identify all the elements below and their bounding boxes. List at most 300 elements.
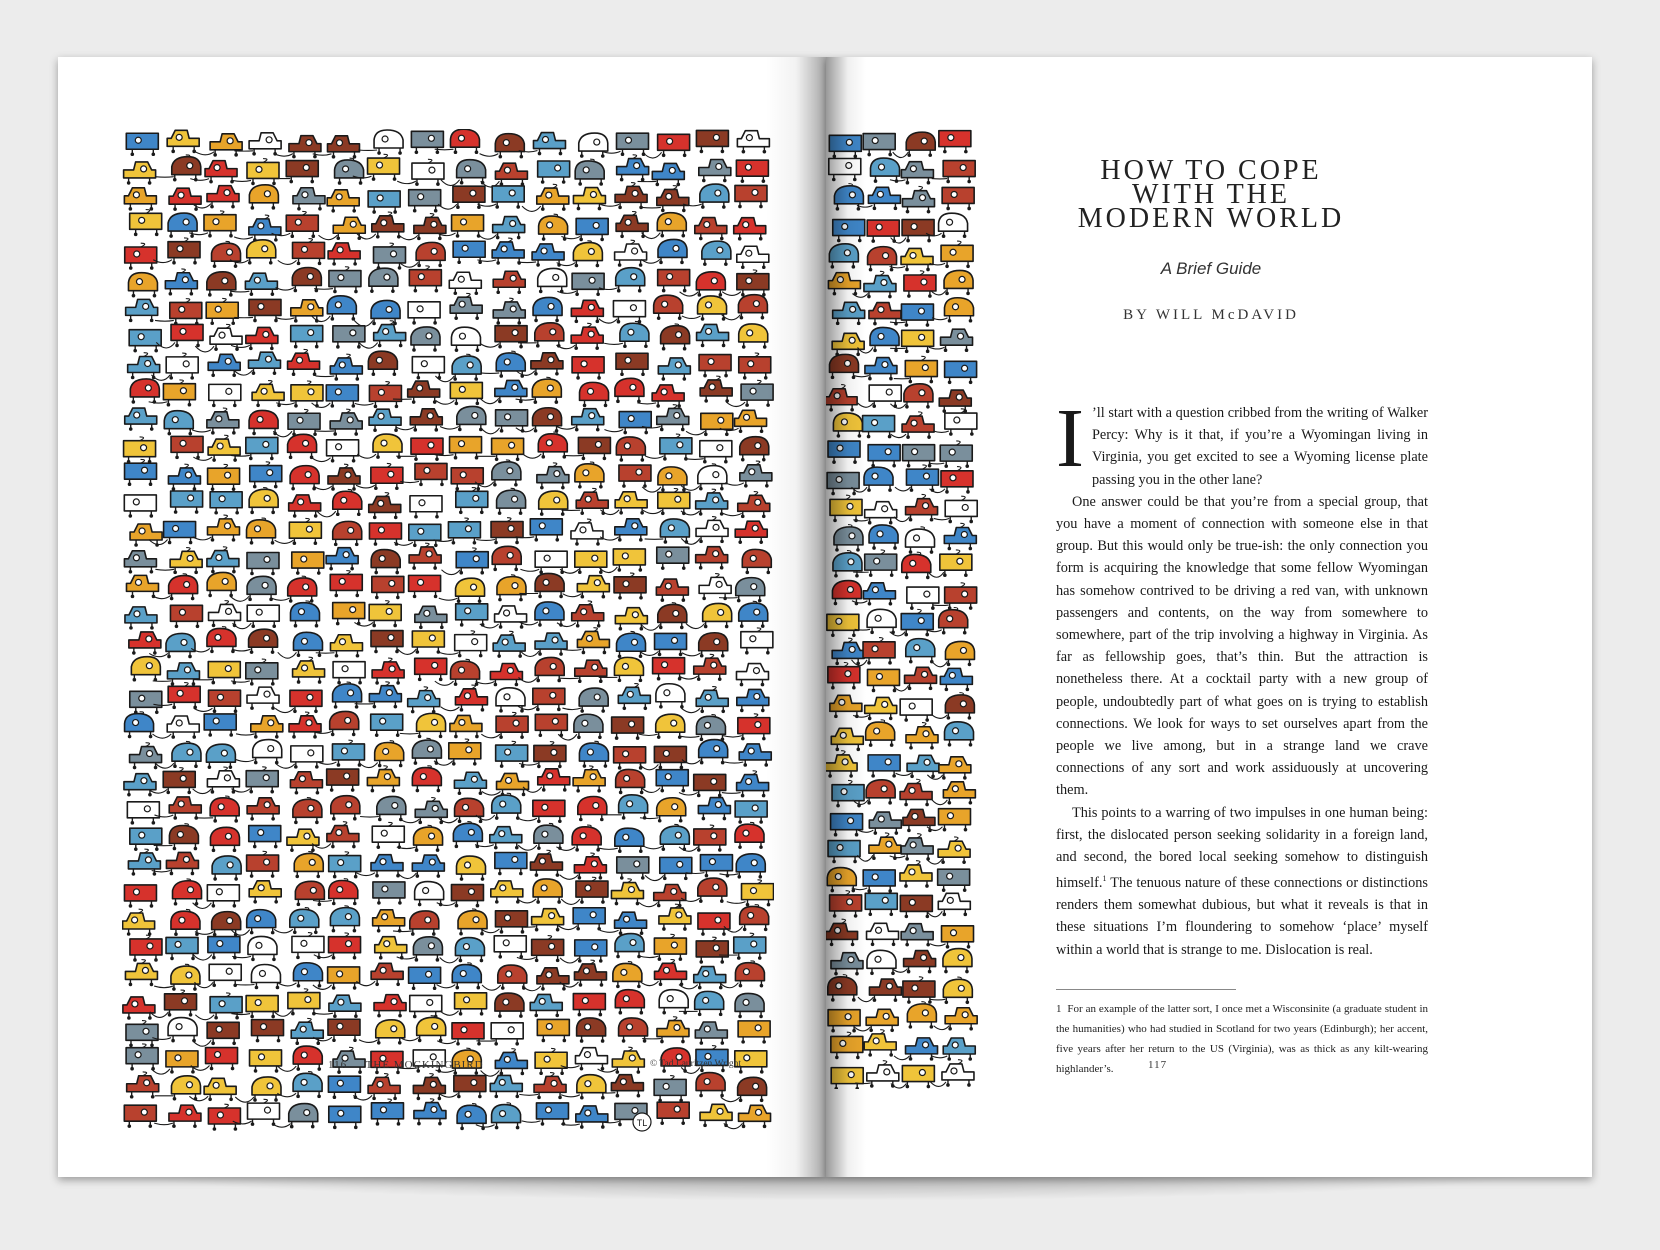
car-doodle	[572, 409, 604, 432]
car-doodle	[698, 913, 730, 936]
car-doodle	[538, 161, 570, 184]
car-doodle	[906, 529, 935, 554]
car-doodle	[537, 188, 569, 211]
car-doodle	[374, 995, 406, 1018]
car-doodle	[945, 1008, 977, 1031]
car-doodle	[171, 966, 200, 991]
car-doodle	[249, 299, 281, 322]
car-doodle	[374, 130, 403, 155]
car-doodle	[169, 1105, 201, 1128]
car-doodle	[945, 722, 974, 747]
car-doodle	[128, 853, 160, 876]
car-doodle	[330, 358, 362, 381]
car-doodle	[374, 325, 406, 348]
car-doodle	[902, 330, 934, 353]
car-doodle	[903, 445, 935, 468]
car-doodle	[613, 963, 642, 988]
car-doodle	[533, 879, 562, 904]
car-doodle	[497, 773, 529, 796]
car-doodle	[615, 244, 647, 267]
car-doodle	[208, 354, 240, 377]
car-doodle	[129, 330, 161, 353]
car-doodle	[491, 881, 523, 904]
car-doodle	[495, 134, 524, 159]
car-doodle	[291, 1022, 323, 1045]
car-doodle	[375, 742, 404, 767]
car-doodle	[865, 893, 897, 916]
car-doodle	[410, 911, 439, 936]
car-doodle	[655, 963, 687, 986]
car-doodle	[293, 1073, 322, 1098]
car-doodle	[866, 780, 895, 805]
car-doodle	[168, 242, 200, 265]
car-doodle	[939, 610, 968, 635]
car-doodle	[939, 131, 971, 154]
car-doodle	[532, 939, 564, 962]
car-doodle	[249, 219, 281, 242]
car-doodle	[699, 355, 731, 378]
car-doodle	[658, 492, 690, 515]
car-doodle	[616, 769, 645, 794]
car-doodle	[169, 188, 201, 211]
car-doodle	[329, 1106, 361, 1129]
signature-initials: TL	[636, 1118, 648, 1128]
car-doodle	[535, 573, 564, 598]
car-doodle	[369, 686, 401, 709]
car-doodle	[248, 936, 277, 961]
car-doodle	[412, 768, 441, 793]
car-doodle	[125, 607, 157, 630]
car-doodle	[497, 490, 526, 515]
car-doodle	[246, 437, 278, 460]
car-doodle	[904, 275, 936, 298]
car-doodle	[533, 800, 565, 823]
car-doodle	[326, 548, 358, 571]
car-doodle	[124, 1105, 156, 1128]
car-doodle	[249, 826, 281, 849]
car-doodle	[658, 134, 690, 157]
car-doodle	[367, 770, 399, 793]
car-doodle	[941, 245, 973, 268]
car-doodle	[654, 885, 686, 908]
car-doodle	[409, 547, 441, 570]
car-doodle	[169, 825, 198, 850]
car-doodle	[449, 272, 481, 295]
car-doodle	[903, 981, 935, 1004]
car-doodle	[209, 384, 241, 407]
car-doodle	[369, 523, 401, 546]
car-doodle	[940, 668, 972, 691]
car-doodle	[166, 852, 198, 875]
paragraph-3	[1056, 802, 1428, 961]
car-doodle	[652, 163, 684, 186]
car-doodle	[906, 727, 938, 750]
car-doodle	[328, 967, 360, 990]
car-doodle	[448, 522, 480, 545]
car-doodle	[701, 413, 733, 436]
car-doodle	[577, 1075, 606, 1100]
car-doodle	[168, 1018, 197, 1043]
car-doodle	[493, 217, 525, 240]
car-doodle	[735, 993, 764, 1018]
car-doodle	[613, 301, 645, 324]
car-doodle	[867, 950, 896, 975]
car-doodle	[492, 795, 521, 820]
car-doodle	[863, 134, 895, 157]
car-doodle	[294, 853, 323, 878]
car-doodle	[492, 186, 524, 209]
car-doodle	[491, 521, 523, 544]
car-doodle	[373, 882, 405, 905]
car-doodle	[248, 1103, 280, 1126]
car-doodle	[247, 855, 279, 878]
car-doodle	[288, 413, 320, 436]
car-doodle	[327, 190, 359, 213]
car-doodle	[454, 772, 486, 795]
car-doodle	[863, 870, 895, 893]
car-doodle	[169, 797, 201, 820]
footnote-number: 1	[1056, 1003, 1062, 1015]
car-doodle	[449, 743, 481, 766]
car-doodle	[126, 575, 158, 598]
car-doodle	[495, 993, 524, 1018]
car-doodle	[411, 327, 440, 352]
paragraph-2: One answer could be that you’re from a special group, that you have a moment of connection with someone else in that group. But this would only be true-ish: the only connection you form is acquiring the knowledge that some fellow Wyomingan has somehow contrived to be driving a red van, with unknown passengers and contents, on the way from somewhere to somewhere, part of the trip involving a highway in Virginia. As far as fellowship goes, that’s thin. But the attraction is nonetheless there. At a cocktail party with a new group of people, undoubtedly part of what goes on is trying to establish connections. We look for ways to set ourselves apart from the people we live among, but in a strange land we crave connections of any sort and work assiduously at uncovering them.	[1056, 493, 1428, 799]
car-doodle	[696, 716, 725, 741]
car-doodle	[327, 296, 356, 321]
car-doodle	[371, 467, 403, 490]
car-doodle	[495, 911, 527, 934]
car-doodle	[172, 157, 201, 182]
car-doodle	[171, 324, 203, 347]
car-doodle	[576, 218, 608, 241]
car-doodle	[204, 714, 236, 737]
car-doodle	[735, 185, 767, 208]
car-doodle	[457, 856, 486, 881]
car-doodle	[208, 690, 240, 713]
car-doodle	[204, 215, 236, 238]
car-doodle	[572, 357, 604, 380]
car-doodle	[736, 664, 768, 687]
car-doodle	[330, 635, 362, 658]
car-doodle	[698, 798, 730, 821]
car-doodle	[415, 463, 447, 486]
car-doodle	[493, 302, 525, 325]
car-doodle	[457, 160, 486, 185]
car-doodle	[416, 242, 445, 267]
car-doodle	[611, 883, 643, 906]
car-doodle	[207, 272, 236, 297]
car-doodle	[736, 160, 768, 183]
car-doodle	[738, 1077, 767, 1102]
car-doodle	[293, 661, 325, 684]
car-doodle	[207, 551, 239, 574]
car-doodle	[530, 519, 562, 542]
car-doodle	[901, 924, 933, 947]
car-doodle	[940, 445, 972, 468]
car-doodle	[170, 551, 202, 574]
car-doodle	[212, 856, 241, 881]
car-doodle	[454, 1076, 486, 1099]
car-doodle	[451, 327, 480, 352]
article-byline: BY WILL McDAVID	[1123, 307, 1299, 323]
car-doodle	[411, 131, 443, 154]
car-doodle	[376, 1020, 405, 1045]
car-doodle	[329, 937, 361, 960]
car-doodle	[865, 502, 897, 525]
car-doodle	[450, 129, 479, 154]
car-doodle	[492, 242, 524, 265]
car-doodle	[695, 218, 727, 241]
car-doodle	[250, 466, 282, 489]
car-doodle	[907, 755, 939, 778]
car-doodle	[494, 936, 526, 959]
car-doodle	[616, 268, 645, 293]
gutter-shadow-right	[826, 57, 866, 1177]
car-doodle	[455, 798, 484, 823]
car-doodle	[864, 467, 893, 492]
car-doodle	[945, 500, 977, 523]
car-doodle	[371, 300, 400, 325]
car-doodle	[945, 587, 977, 610]
car-doodle	[532, 909, 564, 932]
car-doodle	[571, 523, 603, 546]
car-doodle	[906, 132, 935, 157]
car-doodle	[253, 740, 282, 765]
car-doodle	[575, 464, 604, 489]
car-doodle	[700, 380, 732, 403]
car-doodle	[900, 699, 932, 722]
car-doodle	[868, 445, 900, 468]
car-doodle	[615, 186, 647, 209]
car-doodle	[165, 273, 197, 296]
car-doodle	[868, 755, 900, 778]
car-doodle	[293, 963, 322, 988]
car-doodle	[327, 826, 359, 849]
car-doodle	[288, 993, 320, 1016]
car-doodle	[611, 1075, 643, 1098]
car-doodle	[492, 546, 521, 571]
car-doodle	[864, 1034, 896, 1057]
car-doodle	[660, 438, 692, 461]
car-doodle	[495, 326, 527, 349]
car-doodle	[940, 554, 972, 577]
car-doodle	[125, 408, 157, 431]
car-doodle	[124, 551, 156, 574]
car-doodle	[572, 273, 604, 296]
car-doodle	[534, 825, 563, 850]
car-doodle	[615, 608, 647, 631]
car-doodle	[327, 769, 359, 792]
car-doodle	[943, 161, 975, 184]
car-doodle	[290, 690, 322, 713]
car-doodle	[450, 382, 482, 405]
page-number-right: 117	[1148, 1059, 1168, 1071]
car-doodle	[695, 1022, 727, 1045]
car-doodle	[945, 641, 974, 666]
car-doodle	[374, 247, 406, 270]
car-doodle	[865, 554, 897, 577]
car-doodle	[252, 1077, 281, 1102]
car-doodle	[369, 496, 401, 519]
car-doodle	[539, 491, 568, 516]
car-doodle	[580, 382, 609, 407]
car-doodle	[700, 855, 732, 878]
car-doodle	[578, 797, 607, 822]
car-doodle	[901, 614, 933, 637]
car-doodle	[167, 716, 199, 739]
car-doodle	[945, 413, 977, 436]
car-doodle	[414, 217, 446, 240]
car-doodle	[130, 379, 159, 404]
car-doodle	[163, 771, 195, 794]
car-doodle	[660, 519, 689, 544]
car-doodle	[414, 827, 443, 852]
car-doodle	[409, 524, 441, 547]
car-doodle	[171, 1076, 200, 1101]
paragraph-1	[1056, 392, 1428, 491]
car-doodle	[535, 714, 567, 737]
car-doodle	[130, 939, 162, 962]
car-doodle	[166, 357, 198, 380]
car-doodle	[696, 130, 728, 153]
car-doodle	[124, 162, 156, 185]
car-doodle	[328, 243, 360, 266]
car-doodle	[700, 441, 732, 464]
car-doodle	[124, 188, 156, 211]
car-doodle	[577, 1018, 606, 1043]
car-doodle	[656, 684, 685, 709]
car-doodle	[417, 1017, 446, 1042]
footnote-rule	[1056, 989, 1236, 990]
car-doodle	[869, 812, 901, 835]
car-doodle	[865, 358, 897, 381]
car-doodle	[209, 964, 241, 987]
car-doodle	[614, 577, 646, 600]
car-doodle	[289, 1104, 318, 1129]
car-doodle	[696, 272, 725, 297]
car-doodle	[496, 716, 528, 739]
car-doodle	[327, 440, 359, 463]
car-doodle	[944, 298, 973, 323]
car-doodle	[699, 633, 728, 658]
car-doodle	[535, 1052, 567, 1075]
magazine-title: THE MOCKINGBIRD	[365, 1059, 484, 1071]
car-doodle	[654, 295, 683, 320]
car-doodle	[490, 663, 522, 686]
car-doodle	[452, 1023, 484, 1046]
car-doodle	[572, 827, 601, 852]
car-doodle	[371, 1103, 403, 1126]
car-doodle	[450, 437, 482, 460]
footnote-reference[interactable]: 1	[1102, 874, 1107, 884]
car-doodle	[531, 353, 563, 376]
car-doodle	[290, 772, 322, 795]
car-doodle	[619, 412, 651, 435]
car-doodle	[124, 441, 156, 464]
car-doodle	[615, 828, 644, 853]
car-doodle	[492, 462, 521, 487]
article-body	[1056, 392, 1428, 961]
car-doodle	[573, 243, 602, 268]
car-doodle	[329, 881, 358, 906]
car-doodle	[652, 385, 684, 408]
car-doodle	[941, 471, 973, 494]
car-doodle	[538, 769, 570, 792]
car-doodle	[456, 578, 485, 603]
car-doodle	[869, 385, 901, 408]
car-doodle	[208, 439, 240, 462]
car-doodle	[293, 242, 325, 265]
car-doodle	[867, 220, 899, 243]
car-doodle	[327, 136, 359, 159]
car-doodle	[492, 438, 524, 461]
car-doodle	[127, 802, 159, 825]
car-doodle	[655, 633, 687, 656]
paragraph-1-text: ’ll start with a question cribbed from the writing of Walker Percy: Why is it that, if you’re a Wyomingan living in Virginia, you get excited to see a Wyoming license plate passing you in the other lane?	[1091, 405, 1428, 488]
car-doodle	[247, 605, 279, 628]
car-doodle	[451, 661, 480, 686]
car-doodle	[575, 940, 607, 963]
car-doodle	[292, 936, 324, 959]
car-doodle	[902, 220, 934, 243]
car-doodle	[246, 327, 278, 350]
car-doodle	[535, 657, 564, 682]
car-doodle	[413, 937, 442, 962]
car-doodle	[660, 857, 692, 880]
car-doodle	[490, 1075, 522, 1098]
car-doodle	[939, 213, 968, 238]
car-doodle	[657, 408, 689, 431]
car-doodle	[735, 410, 767, 433]
car-doodle	[696, 520, 728, 543]
car-doodle	[451, 468, 483, 491]
car-doodle	[128, 356, 160, 379]
car-doodle	[535, 602, 564, 627]
car-doodle	[206, 302, 238, 325]
car-doodle	[533, 408, 562, 433]
car-doodle	[612, 1051, 644, 1074]
car-doodle	[906, 469, 938, 492]
car-doodle	[408, 302, 440, 325]
car-doodle	[579, 743, 608, 768]
car-doodle	[495, 163, 527, 186]
car-doodle	[497, 577, 526, 602]
car-doodle	[330, 574, 362, 597]
car-doodle	[694, 967, 726, 990]
car-doodle	[289, 495, 321, 518]
car-doodle	[573, 188, 605, 211]
car-doodle	[246, 996, 278, 1019]
car-doodle	[371, 550, 400, 575]
car-doodle	[456, 552, 488, 575]
car-doodle	[123, 913, 155, 936]
car-doodle	[694, 829, 726, 852]
car-doodle	[943, 782, 975, 805]
car-doodle	[696, 547, 728, 570]
car-doodle	[736, 854, 765, 879]
car-doodle	[410, 496, 442, 519]
car-doodle	[249, 881, 281, 904]
car-doodle	[533, 133, 565, 156]
car-doodle	[534, 1076, 566, 1099]
car-doodle	[900, 865, 932, 888]
car-doodle	[904, 951, 936, 974]
right-page	[826, 57, 1592, 1177]
car-doodle	[620, 323, 649, 348]
car-doodle	[207, 412, 239, 435]
car-doodle	[493, 635, 525, 658]
